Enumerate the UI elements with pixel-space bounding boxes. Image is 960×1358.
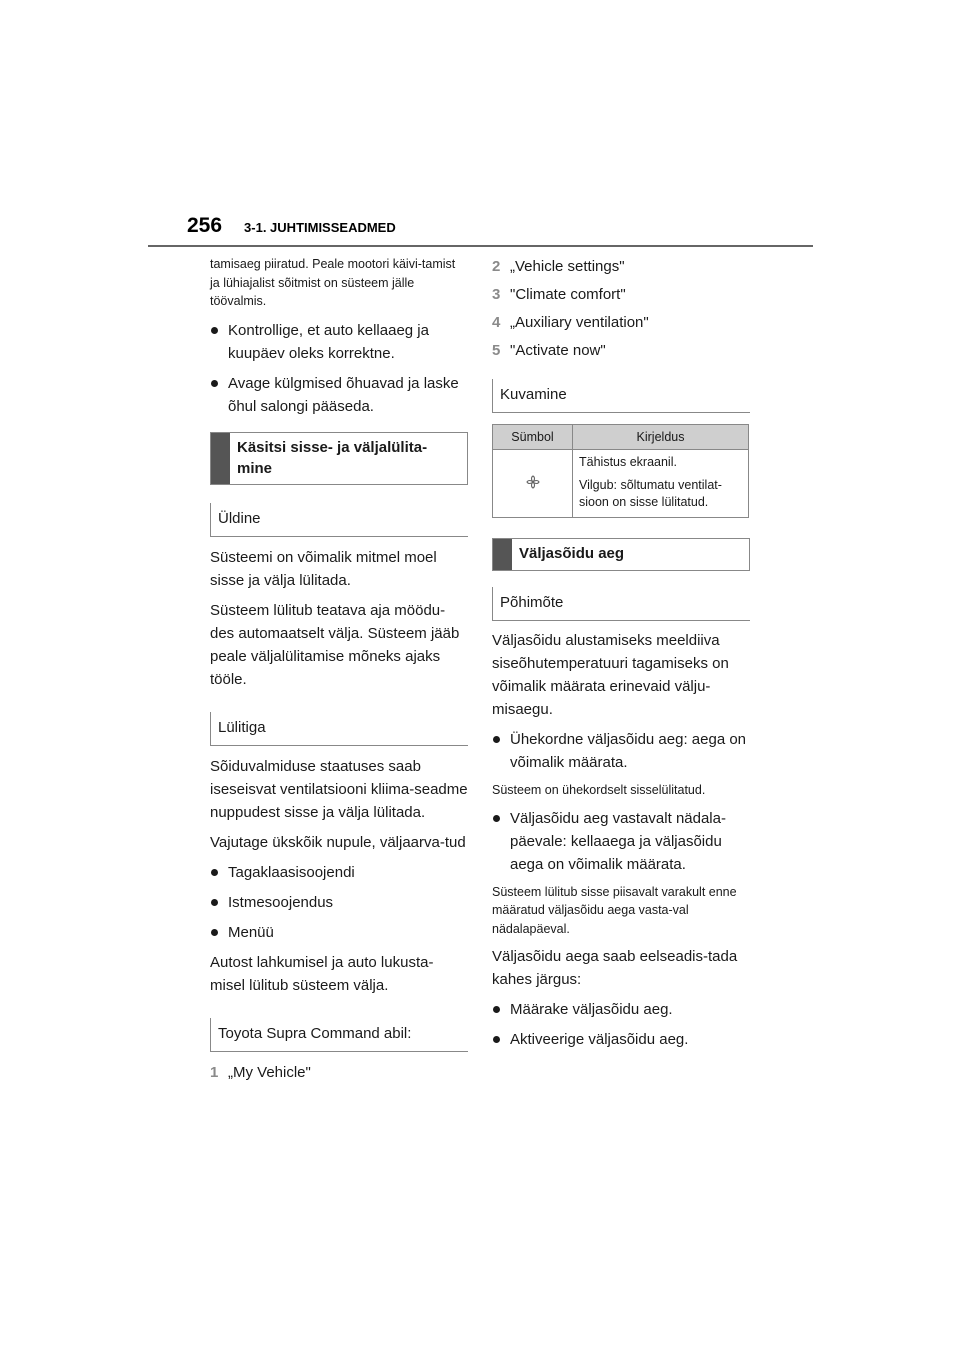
- section-title: 3-1. JUHTIMISSEADMED: [244, 220, 396, 235]
- left-column: [210, 255, 468, 1089]
- general-paragraph-1: Süsteemi on võimalik mitmel moel sisse ja välja lülitada.: [210, 548, 437, 589]
- symbol-cell: [493, 450, 573, 518]
- list-item: Avage külgmised õhuavad ja laske õhul salongi pääseda.: [210, 372, 468, 418]
- bullet-icon: [210, 861, 228, 884]
- table-header-row: [493, 425, 749, 450]
- principle-paragraph-1: Väljasõidu alustamiseks meeldiiva siseõhutemperatuuri tagamiseks on võimalik määrata erinevaid välju-misaegu.: [492, 632, 729, 718]
- column-header-symbol: Sümbol: [493, 425, 573, 450]
- bullet-icon: [492, 728, 510, 774]
- step-item: 3 "Climate comfort": [492, 286, 626, 303]
- description-line-2: Vilgub: sõltumatu ventilat-sioon on sisse lülitatud.: [579, 478, 722, 509]
- bullet-icon: [492, 998, 510, 1021]
- subheading-switch: Lülitiga: [210, 712, 468, 746]
- bullet-icon: [210, 891, 228, 914]
- step-item: 5 "Activate now": [492, 342, 606, 359]
- intro-text: tamisaeg piiratud. Peale mootori käivi-tamist ja lühiajalist sõitmist on süsteem jälle töövalmis.: [210, 257, 456, 308]
- table-row: [493, 450, 749, 518]
- fan-icon: [525, 474, 541, 490]
- bullet-icon: [210, 319, 228, 365]
- list-item: Istmesoojendus: [210, 891, 468, 914]
- note-weekday: Süsteem lülitub sisse piisavalt varakult enne määratud väljasõidu aega vasta-val nädalapäeval.: [492, 884, 737, 936]
- list-item: Määrake väljasõidu aeg.: [492, 998, 750, 1021]
- list-item: Kontrollige, et auto kellaaeg ja kuupäev oleks korrektne.: [210, 319, 468, 365]
- section-heading-manual: Käsitsi sisse- ja väljalülita-mine: [210, 432, 468, 485]
- subheading-command: Toyota Supra Command abil:: [210, 1018, 468, 1052]
- note-once: Süsteem on ühekordselt sisselülitatud.: [492, 783, 706, 797]
- page-number: 256: [187, 214, 223, 237]
- list-item: Aktiveerige väljasõidu aeg.: [492, 1028, 750, 1051]
- step-item: 2 „Vehicle settings": [492, 258, 625, 275]
- section-heading-departure: Väljasõidu aeg: [492, 538, 750, 571]
- general-paragraph-2: Süsteem lülitub teatava aja möödu-des automaatselt välja. Süsteem jääb peale väljalülitamise mõneks ajaks tööle.: [210, 601, 460, 688]
- bullet-icon: [492, 807, 510, 876]
- subheading-general: Üldine: [210, 503, 468, 537]
- list-item: Tagaklaasisoojendi: [210, 861, 468, 884]
- principle-paragraph-2: Väljasõidu aega saab eelseadis-tada kahes järgus:: [492, 948, 738, 988]
- right-column: [492, 255, 750, 1058]
- bullet-icon: [210, 372, 228, 418]
- subheading-display: Kuvamine: [492, 379, 750, 413]
- bullet-icon: [210, 921, 228, 944]
- symbol-table: [492, 424, 749, 518]
- description-line-1: Tähistus ekraanil.: [579, 455, 677, 469]
- list-item: Ühekordne väljasõidu aeg: aega on võimalik määrata.: [492, 728, 750, 774]
- step-item: 1 „My Vehicle": [210, 1063, 311, 1081]
- switch-paragraph-3: Autost lahkumisel ja auto lukusta-misel lülitub süsteem välja.: [210, 953, 434, 994]
- description-cell: [573, 450, 749, 518]
- step-item: 4 „Auxiliary ventilation": [492, 314, 649, 331]
- bullet-icon: [492, 1028, 510, 1051]
- page-header: [187, 214, 396, 238]
- column-header-description: Kirjeldus: [573, 425, 749, 450]
- subheading-principle: Põhimõte: [492, 587, 750, 621]
- switch-paragraph-2: Vajutage ükskõik nupule, väljaarva-tud: [210, 833, 466, 851]
- switch-paragraph-1: Sõiduvalmiduse staatuses saab iseseisvat ventilatsiooni kliima-seadme nuppudest sisse ja välja lülitada.: [210, 757, 468, 821]
- list-item: Menüü: [210, 921, 468, 944]
- list-item: Väljasõidu aeg vastavalt nädala-päevale: kellaaega ja väljasõidu aega on võimalik määrata.: [492, 807, 750, 876]
- header-divider: [148, 245, 813, 247]
